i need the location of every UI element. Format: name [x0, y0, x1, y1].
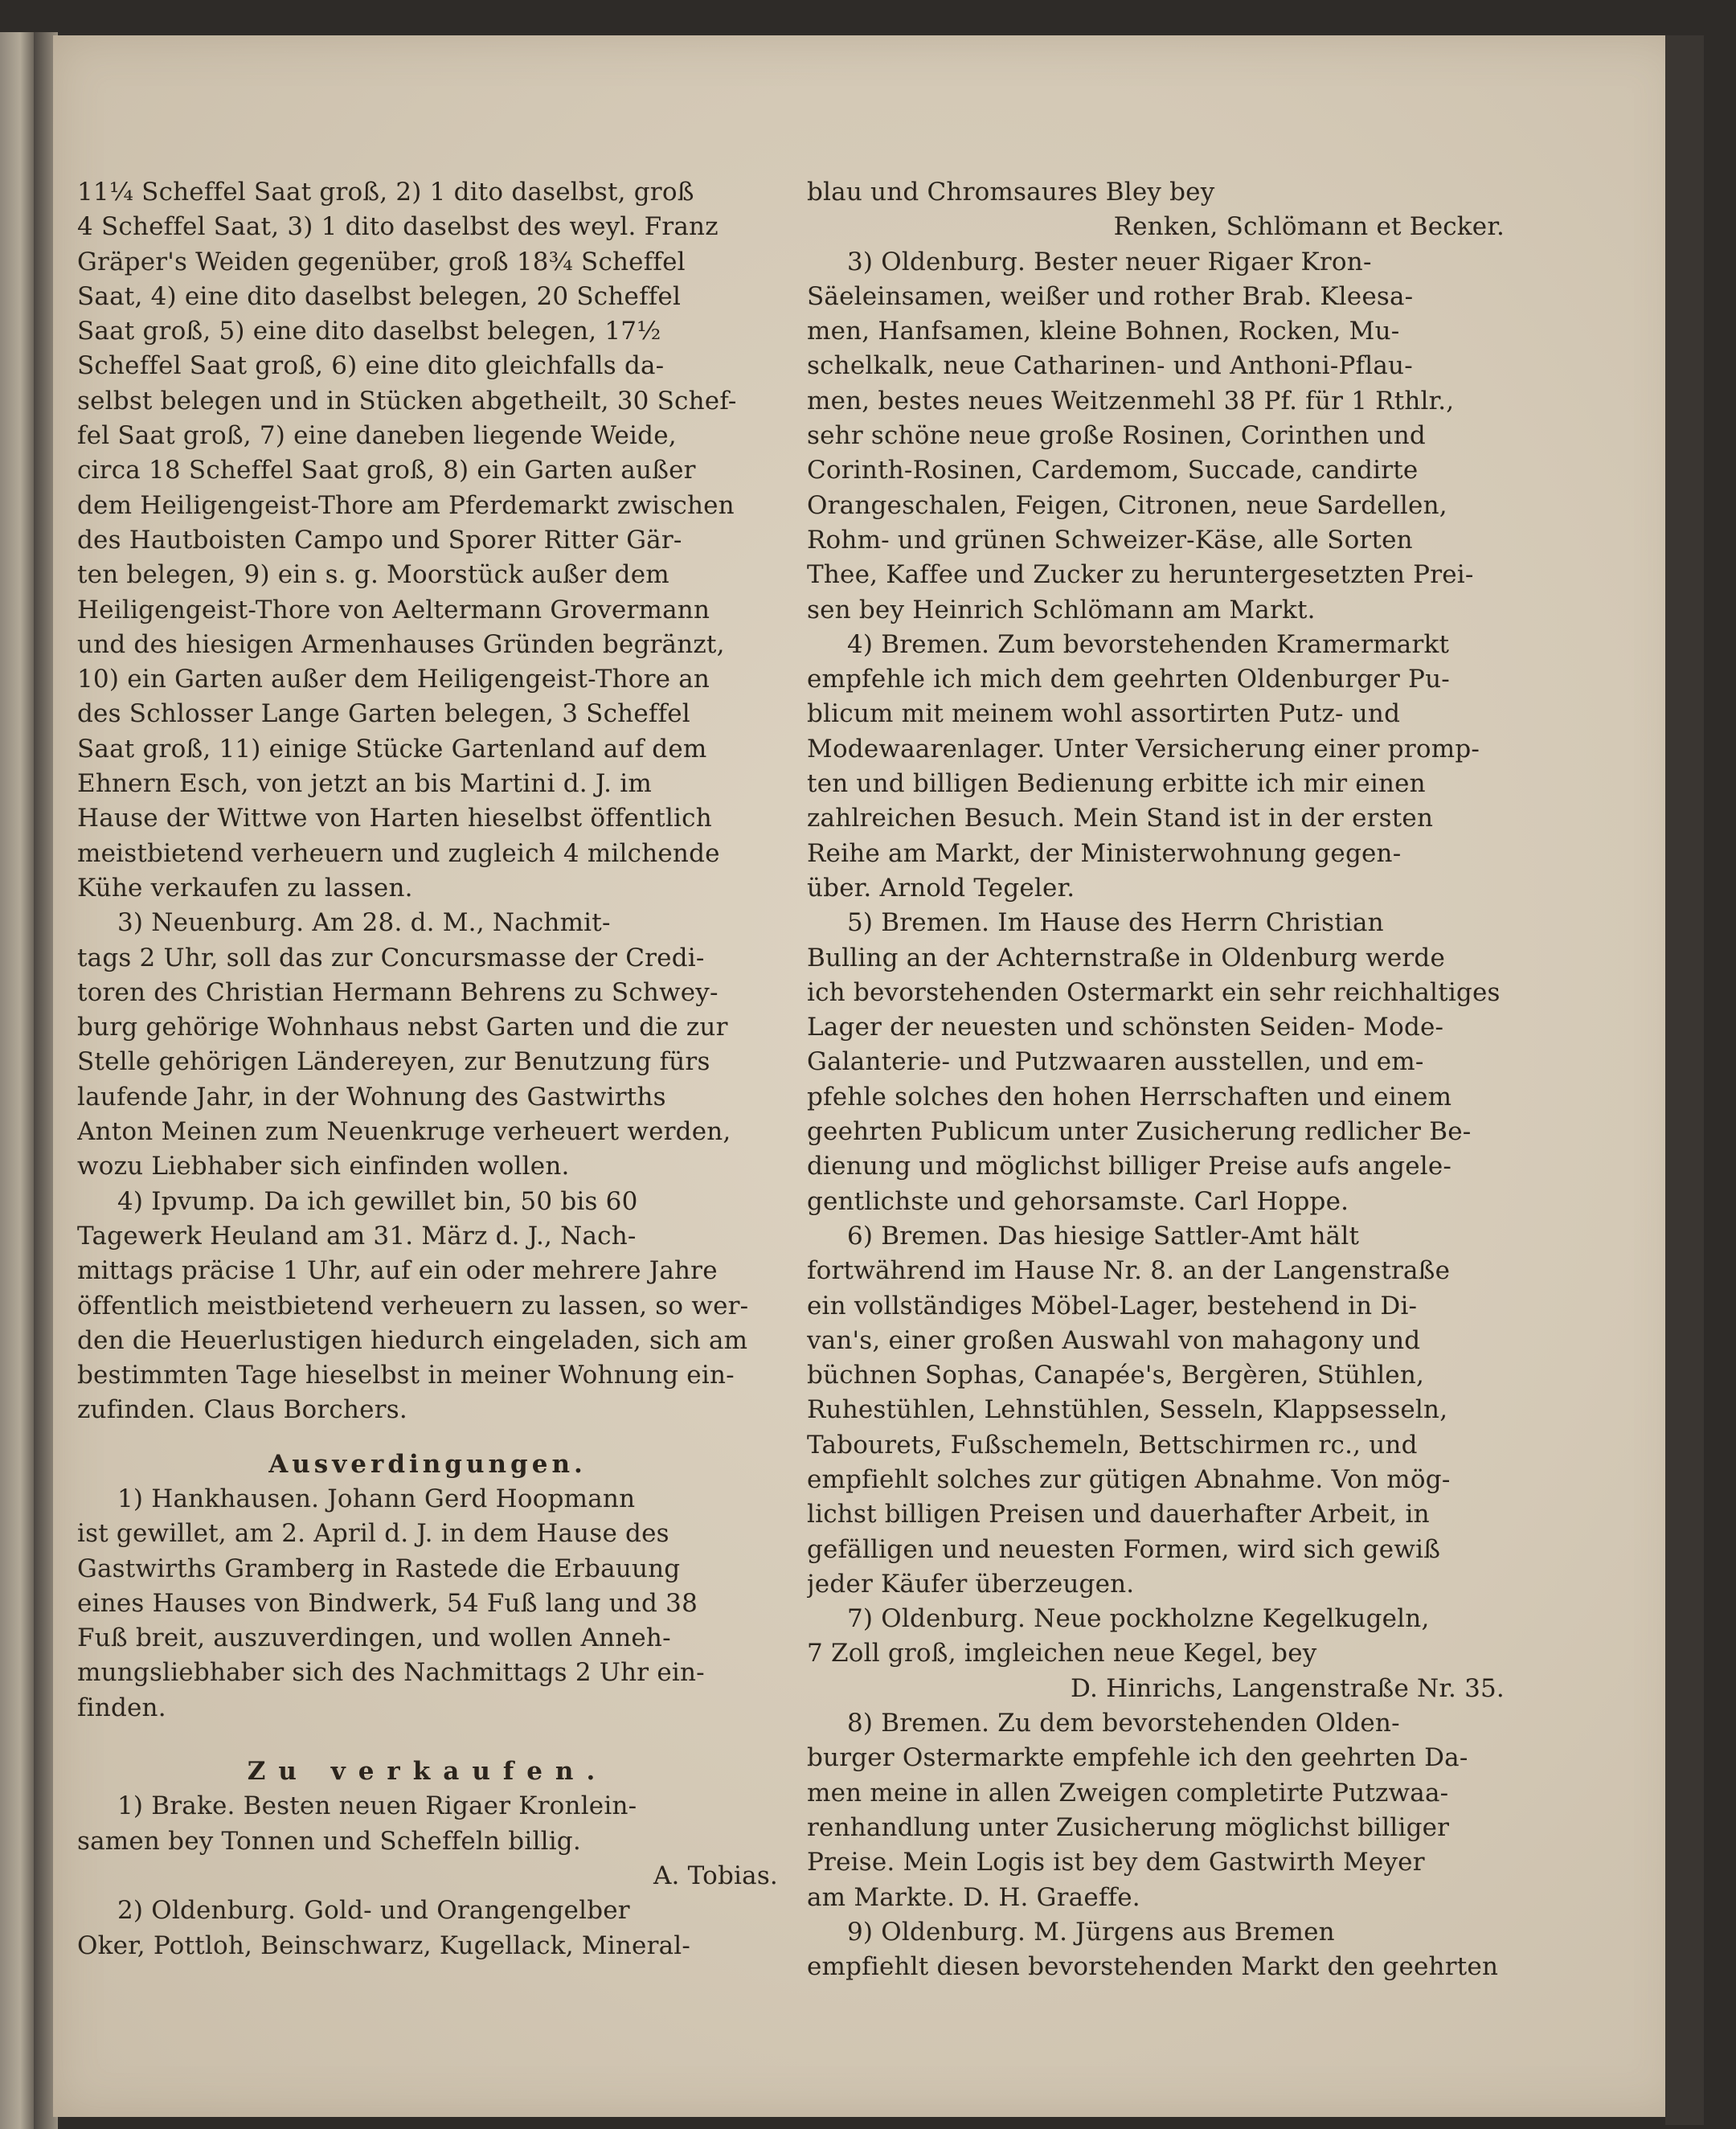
text-line: van's, einer großen Auswahl von mahagony und	[807, 1325, 1421, 1355]
section-heading: Ausverdingungen.	[268, 1449, 587, 1479]
text-line: empfehle ich mich dem geehrten Oldenburger Pu-	[807, 665, 1450, 694]
text-line: wozu Liebhaber sich einfinden wollen.	[77, 1152, 570, 1181]
right-column	[807, 175, 1505, 1984]
text-line: pfehle solches den hohen Herrschaften und einem	[807, 1082, 1452, 1112]
text-line: 5) Bremen. Im Hause des Herrn Christian	[847, 908, 1384, 938]
text-line: Fuß breit, auszuverdingen, und wollen Anneh-	[77, 1623, 671, 1653]
text-line: burg gehörige Wohnhaus nebst Garten und die zur	[77, 1013, 728, 1042]
text-line: tags 2 Uhr, soll das zur Concursmasse der Credi-	[77, 943, 705, 972]
text-line: 11¼ Scheffel Saat groß, 2) 1 dito daselbst, groß	[77, 178, 694, 207]
section-heading: Zu verkaufen.	[247, 1757, 608, 1787]
text-line: Galanterie- und Putzwaaren ausstellen, und em-	[807, 1047, 1424, 1077]
text-line: men, Hanfsamen, kleine Bohnen, Rocken, Mu-	[807, 317, 1400, 346]
text-line: des Hautboisten Campo und Sporer Ritter Gär-	[77, 525, 682, 555]
text-line: 6) Bremen. Das hiesige Sattler-Amt hält	[847, 1221, 1360, 1251]
text-line: Reihe am Markt, der Ministerwohnung gegen-	[807, 838, 1402, 868]
text-line: Corinth-Rosinen, Cardemom, Succade, candirte	[807, 456, 1419, 485]
text-line: circa 18 Scheffel Saat groß, 8) ein Garten außer	[77, 456, 696, 485]
text-line: selbst belegen und in Stücken abgetheilt, 30 Schef-	[77, 386, 737, 416]
text-line: 4) Ipvump. Da ich gewillet bin, 50 bis 60	[117, 1186, 638, 1216]
text-line: ist gewillet, am 2. April d. J. in dem Hause des	[77, 1519, 669, 1549]
text-line: finden.	[77, 1693, 166, 1722]
text-line: meistbietend verheuern und zugleich 4 milchende	[77, 838, 720, 868]
text-line: Renken, Schlömann et Becker.	[1113, 212, 1505, 242]
text-line: Orangeschalen, Feigen, Citronen, neue Sardellen,	[807, 490, 1447, 520]
text-line: 7) Oldenburg. Neue pockholzne Kegelkugeln,	[847, 1604, 1430, 1634]
text-line: mittags präcise 1 Uhr, auf ein oder mehrere Jahre	[77, 1256, 718, 1286]
text-line: Scheffel Saat groß, 6) eine dito gleichfalls da-	[77, 351, 665, 381]
text-line: 7 Zoll groß, imgleichen neue Kegel, bey	[807, 1639, 1317, 1668]
text-line: Kühe verkaufen zu lassen.	[77, 873, 413, 903]
text-line: gefälligen und neuesten Formen, wird sich gewiß	[807, 1534, 1441, 1564]
text-line: dem Heiligengeist-Thore am Pferdemarkt zwischen	[77, 490, 735, 520]
text-line: jeder Käufer überzeugen.	[807, 1569, 1135, 1599]
text-line: Ehnern Esch, von jetzt an bis Martini d. J. im	[77, 769, 652, 799]
text-line: 3) Oldenburg. Bester neuer Rigaer Kron-	[847, 247, 1372, 276]
text-line: Oker, Pottloh, Beinschwarz, Kugellack, Mineral-	[77, 1930, 691, 1960]
text-line: Saat groß, 5) eine dito daselbst belegen, 17½	[77, 317, 661, 346]
text-line: sen bey Heinrich Schlömann am Markt.	[807, 595, 1316, 624]
text-line: büchnen Sophas, Canapée's, Bergèren, Stühlen,	[807, 1361, 1425, 1390]
text-line: Gräper's Weiden gegenüber, groß 18¾ Scheffel	[77, 247, 686, 276]
text-line: Hause der Wittwe von Harten hieselbst öffentlich	[77, 804, 712, 833]
text-line: am Markte. D. H. Graeffe.	[807, 1882, 1140, 1912]
text-line	[77, 1428, 778, 1447]
text-line: zufinden. Claus Borchers.	[77, 1395, 407, 1425]
text-line: A. Tobias.	[653, 1861, 778, 1890]
text-line: 1) Brake. Besten neuen Rigaer Kronlein-	[117, 1791, 637, 1821]
text-line: toren des Christian Hermann Behrens zu Schwey-	[77, 977, 719, 1007]
text-line: 4 Scheffel Saat, 3) 1 dito daselbst des weyl. Franz	[77, 212, 719, 242]
text-line: bestimmten Tage hieselbst in meiner Wohnung ein-	[77, 1361, 735, 1390]
text-line: Saat, 4) eine dito daselbst belegen, 20 Scheffel	[77, 281, 682, 311]
text-line: Saat groß, 11) einige Stücke Gartenland auf dem	[77, 734, 707, 764]
text-line	[77, 1726, 778, 1754]
text-line: ich bevorstehenden Ostermarkt ein sehr reichhaltiges	[807, 977, 1501, 1007]
text-line: men meine in allen Zweigen completirte Putzwaa-	[807, 1778, 1449, 1808]
text-line: 8) Bremen. Zu dem bevorstehenden Olden-	[847, 1709, 1400, 1738]
text-line: blau und Chromsaures Bley bey	[807, 178, 1215, 207]
text-line: 3) Neuenburg. Am 28. d. M., Nachmit-	[117, 908, 611, 938]
text-line: mungsliebhaber sich des Nachmittags 2 Uhr ein-	[77, 1658, 705, 1688]
text-line: burger Ostermarkte empfehle ich den geehrten Da-	[807, 1743, 1468, 1773]
text-line: 2) Oldenburg. Gold- und Orangengelber	[117, 1896, 630, 1926]
text-line: Tabourets, Fußschemeln, Bettschirmen rc., und	[807, 1430, 1418, 1460]
text-line: öffentlich meistbietend verheuern zu lassen, so wer-	[77, 1291, 749, 1320]
text-line: und des hiesigen Armenhauses Gründen begränzt,	[77, 629, 725, 659]
text-line: men, bestes neues Weitzenmehl 38 Pf. für 1 Rthlr.,	[807, 386, 1455, 416]
text-line: eines Hauses von Bindwerk, 54 Fuß lang und 38	[77, 1588, 698, 1618]
text-line: laufende Jahr, in der Wohnung des Gastwirths	[77, 1082, 666, 1112]
text-line: sehr schöne neue große Rosinen, Corinthen und	[807, 421, 1426, 451]
text-line: 10) ein Garten außer dem Heiligengeist-Thore an	[77, 665, 710, 694]
text-line: D. Hinrichs, Langenstraße Nr. 35.	[1071, 1673, 1505, 1703]
text-line: Modewaarenlager. Unter Versicherung einer promp-	[807, 734, 1480, 764]
text-line: empfiehlt solches zur gütigen Abnahme. Von mög-	[807, 1464, 1451, 1494]
text-line: den die Heuerlustigen hiedurch eingeladen, sich am	[77, 1325, 748, 1355]
text-line: Stelle gehörigen Ländereyen, zur Benutzung fürs	[77, 1047, 710, 1077]
text-line: 9) Oldenburg. M. Jürgens aus Bremen	[847, 1917, 1335, 1947]
text-line: geehrten Publicum unter Zusicherung redlicher Be-	[807, 1117, 1472, 1147]
text-line: renhandlung unter Zusicherung möglichst billiger	[807, 1812, 1450, 1842]
text-line: empfiehlt diesen bevorstehenden Markt den geehrten	[807, 1952, 1499, 1982]
text-line: lichst billigen Preisen und dauerhafter Arbeit, in	[807, 1500, 1430, 1529]
text-line: Heiligengeist-Thore von Aeltermann Grovermann	[77, 595, 710, 624]
text-line: Rohm- und grünen Schweizer-Käse, alle Sorten	[807, 525, 1413, 555]
text-line: Anton Meinen zum Neuenkruge verheuert werden,	[77, 1117, 731, 1147]
text-line: fortwährend im Hause Nr. 8. an der Langenstraße	[807, 1256, 1451, 1286]
text-line: zahlreichen Besuch. Mein Stand ist in der ersten	[807, 804, 1434, 833]
text-line: ten belegen, 9) ein s. g. Moorstück außer dem	[77, 560, 669, 590]
text-line: Bulling an der Achternstraße in Oldenburg werde	[807, 943, 1446, 972]
text-line: Thee, Kaffee und Zucker zu heruntergesetzten Prei-	[807, 560, 1474, 590]
previous-page-edge	[0, 32, 34, 2129]
text-line: Gastwirths Gramberg in Rastede die Erbauung	[77, 1554, 681, 1583]
text-line: fel Saat groß, 7) eine daneben liegende Weide,	[77, 421, 677, 451]
text-line: samen bey Tonnen und Scheffeln billig.	[77, 1826, 581, 1856]
text-line: 4) Bremen. Zum bevorstehenden Kramermarkt	[847, 629, 1450, 659]
text-line: 1) Hankhausen. Johann Gerd Hoopmann	[117, 1484, 636, 1513]
text-line: schelkalk, neue Catharinen- und Anthoni-Pflau-	[807, 351, 1413, 381]
text-line: des Schlosser Lange Garten belegen, 3 Scheffel	[77, 699, 690, 729]
text-line: ten und billigen Bedienung erbitte ich mir einen	[807, 769, 1426, 799]
text-line: ein vollständiges Möbel-Lager, bestehend in Di-	[807, 1291, 1418, 1320]
text-line: Ruhestühlen, Lehnstühlen, Sesseln, Klappsesseln,	[807, 1395, 1448, 1425]
text-line: Preise. Mein Logis ist bey dem Gastwirth Meyer	[807, 1848, 1425, 1877]
text-line: Lager der neuesten und schönsten Seiden- Mode-	[807, 1013, 1444, 1042]
text-line: Säeleinsamen, weißer und rother Brab. Kleesa-	[807, 281, 1414, 311]
text-line: dienung und möglichst billiger Preise aufs angele-	[807, 1152, 1452, 1181]
text-line: gentlichste und gehorsamste. Carl Hoppe.	[807, 1186, 1349, 1216]
text-line: Tagewerk Heuland am 31. März d. J., Nach-	[77, 1221, 637, 1251]
text-line: über. Arnold Tegeler.	[807, 873, 1075, 903]
scan-border-right	[1665, 35, 1704, 2125]
left-column	[77, 175, 778, 1963]
text-line: blicum mit meinem wohl assortirten Putz- und	[807, 699, 1401, 729]
